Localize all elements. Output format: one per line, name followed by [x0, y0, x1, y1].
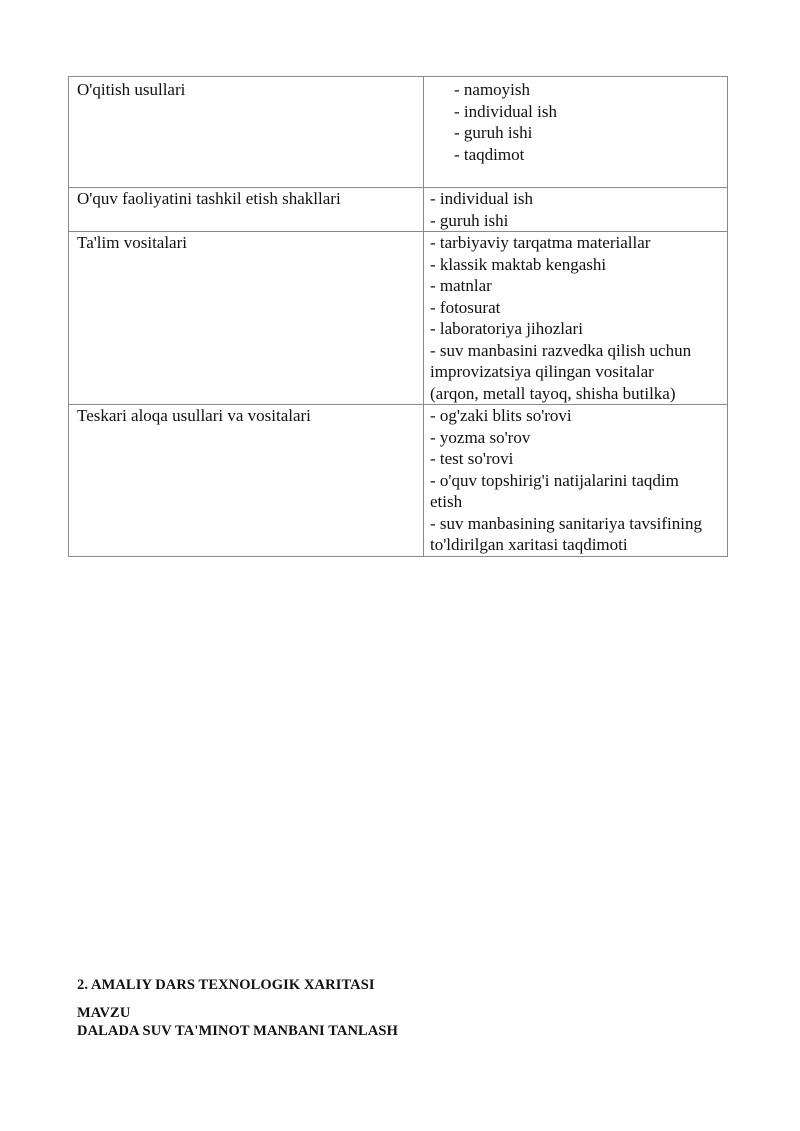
list-item: - klassik maktab kengashi: [430, 254, 607, 274]
table-row-teaching-methods: [69, 77, 728, 188]
row-label: O'qitish usullari: [69, 77, 424, 188]
list-item: - tarbiyaviy tarqatma materiallar: [430, 233, 651, 252]
row-label: Ta'lim vositalari: [69, 232, 424, 405]
list-item: - taqdimot: [454, 144, 525, 164]
list-item-continuation: to'ldirilgan xaritasi taqdimoti: [430, 535, 628, 554]
list-item: - suv manbasini razvedka qilish uchun: [430, 340, 692, 360]
list-item: - individual ish: [454, 101, 557, 121]
table-row-activity-forms: [69, 188, 728, 232]
list-item: - og'zaki blits so'rovi: [430, 406, 572, 425]
list-item-continuation: improvizatsiya qilingan vositalar: [430, 362, 654, 381]
row-values: [424, 232, 728, 405]
list-item-continuation: etish: [430, 492, 463, 511]
list-item: - fotosurat: [430, 297, 501, 317]
list-item: - yozma so'rov: [430, 427, 531, 447]
lesson-info-table: [68, 76, 728, 557]
list-item: - suv manbasining sanitariya tavsifining: [430, 513, 702, 533]
row-values: [424, 77, 728, 188]
table-row-feedback-methods: [69, 405, 728, 557]
list-item: - matnlar: [430, 276, 492, 295]
list-item: - o'quv topshirig'i natijalarini taqdim: [430, 470, 679, 490]
list-item-continuation: (arqon, metall tayoq, shisha butilka): [430, 383, 676, 403]
row-values: [424, 405, 728, 557]
table-row-teaching-tools: [69, 232, 728, 405]
row-label: Teskari aloqa usullari va vositalari: [69, 405, 424, 557]
list-item: - laboratoriya jihozlari: [430, 319, 583, 338]
list-item: - namoyish: [454, 80, 531, 99]
row-values: [424, 188, 728, 232]
row-label: O'quv faoliyatini tashkil etish shakllari: [69, 188, 424, 232]
list-item: - individual ish: [430, 189, 533, 208]
list-item: - test so'rovi: [430, 449, 514, 468]
topic-title: DALADA SUV TA'MINOT MANBANI TANLASH: [77, 1023, 398, 1039]
list-item: - guruh ishi: [430, 210, 509, 230]
topic-label: MAVZU: [77, 1005, 131, 1021]
list-item: - guruh ishi: [454, 123, 533, 142]
section-heading: 2. AMALIY DARS TEXNOLOGIK XARITASI: [77, 977, 375, 993]
